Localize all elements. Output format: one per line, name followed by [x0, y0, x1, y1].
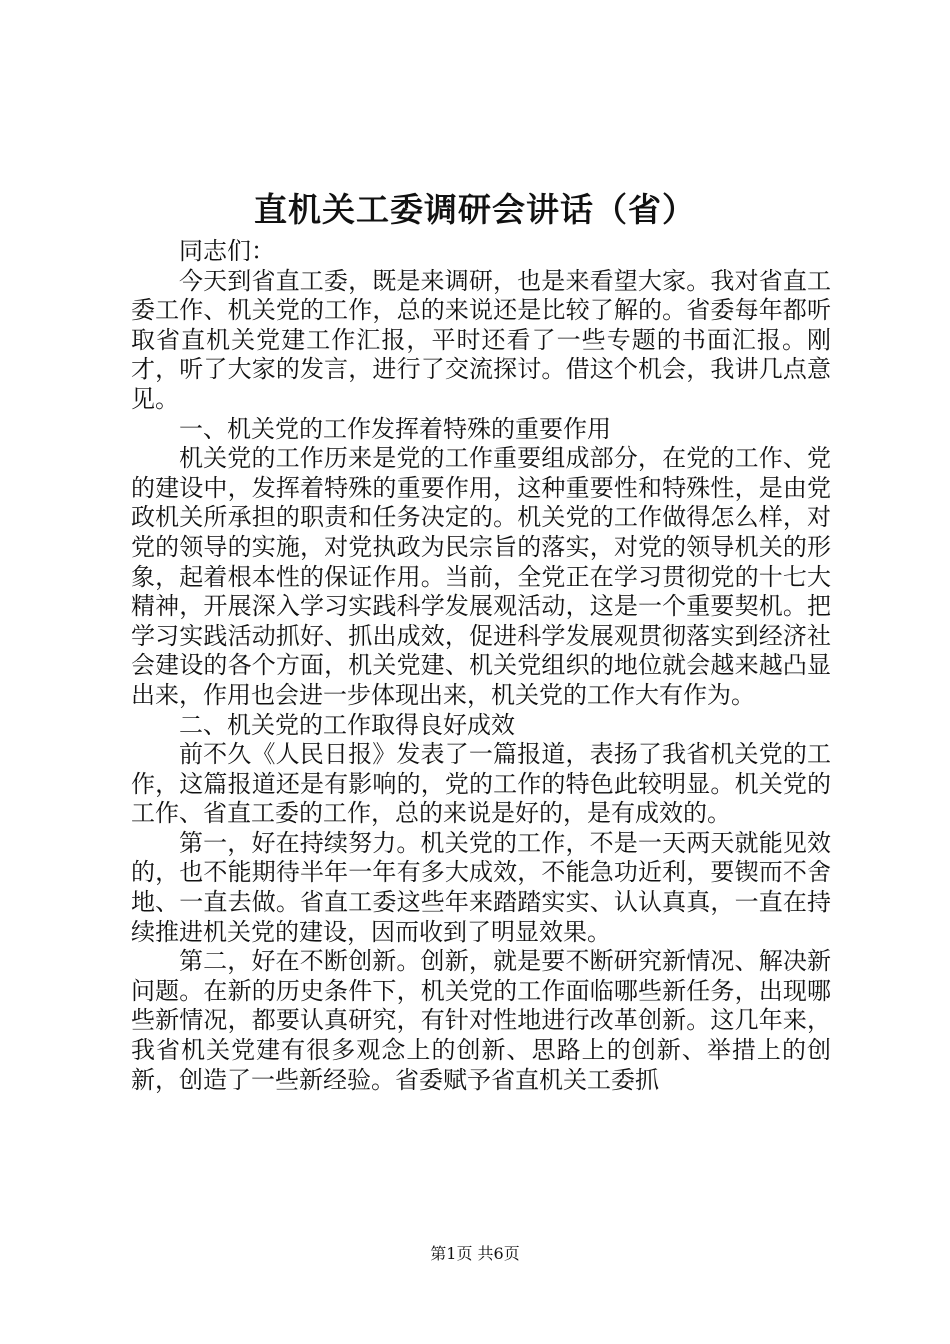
document-title: 直机关工委调研会讲话（省）	[254, 190, 696, 229]
page-number-footer: 第1页 共6页	[430, 1244, 520, 1263]
body-paragraph: 前不久《人民日报》发表了一篇报道，表扬了我省机关党的工作，这篇报道还是有影响的，党的工作的特色此较明显。机关党的工作、省直工委的工作，总的来说是好的，是有成效的。	[131, 740, 831, 828]
body-paragraph: 第二，好在不断创新。创新，就是要不断研究新情况、解决新问题。在新的历史条件下，机关党的工作面临哪些新任务，出现哪些新情况，都要认真研究，有针对性地进行改革创新。这几年来，我省机关党建有很多观念上的创新、思路上的创新、举措上的创新，创造了一些新经验。省委赋予省直机关工委抓	[131, 947, 831, 1094]
section-heading: 二、机关党的工作取得良好成效	[179, 710, 515, 739]
body-paragraph: 机关党的工作历来是党的工作重要组成部分，在党的工作、党的建设中，发挥着特殊的重要作用，这种重要性和特殊性，是由党政机关所承担的职责和任务决定的。机关党的工作做得怎么样，对党的领导的实施，对党执政为民宗旨的落实，对党的领导机关的形象，起着根本性的保证作用。当前，全党正在学习贯彻党的十七大精神，开展深入学习实践科学发展观活动，这是一个重要契机。把学习实践活动抓好、抓出成效，促进科学发展观贯彻落实到经济社会建设的各个方面，机关党建、机关党组织的地位就会越来越凸显出来，作用也会进一步体现出来，机关党的工作大有作为。	[131, 444, 831, 709]
body-paragraph: 今天到省直工委，既是来调研，也是来看望大家。我对省直工委工作、机关党的工作，总的来说还是比较了解的。省委每年都听取省直机关党建工作汇报，平时还看了一些专题的书面汇报。刚才，听了大家的发言，进行了交流探讨。借这个机会，我讲几点意见。	[131, 266, 831, 413]
section-heading: 一、机关党的工作发挥着特殊的重要作用	[179, 414, 611, 443]
salutation-paragraph: 同志们：	[179, 237, 275, 265]
document-body	[131, 237, 831, 1095]
body-paragraph: 第一，好在持续努力。机关党的工作，不是一天两天就能见效的，也不能期待半年一年有多大成效，不能急功近利，要锲而不舍地、一直去做。省直工委这些年来踏踏实实、认认真真，一直在持续推进机关党的建设，因而收到了明显效果。	[131, 828, 831, 946]
